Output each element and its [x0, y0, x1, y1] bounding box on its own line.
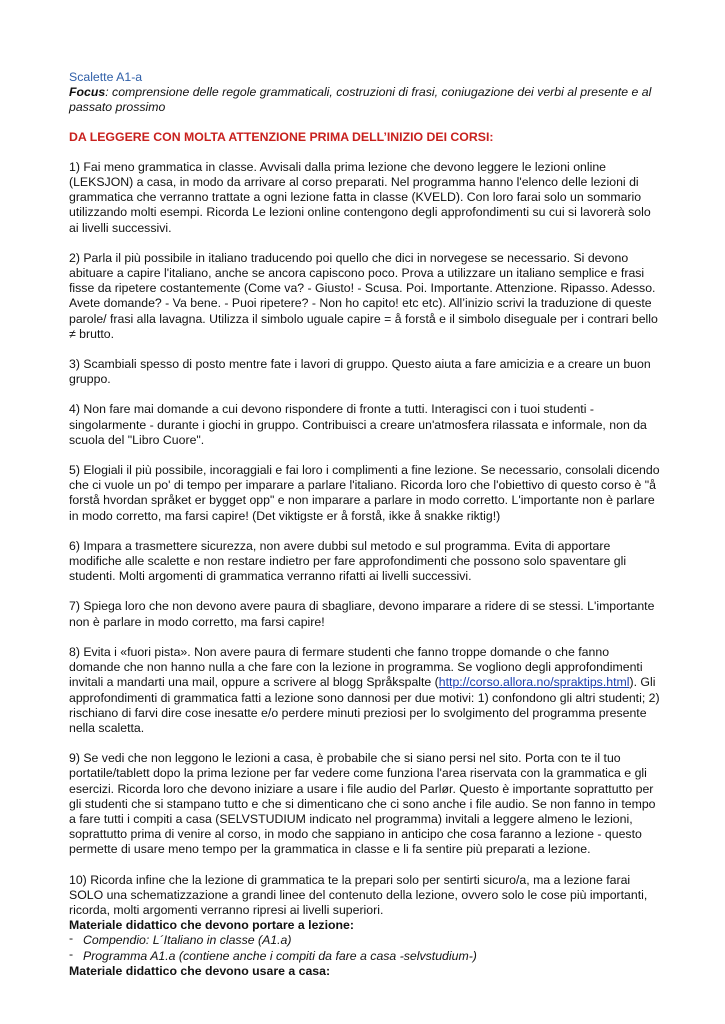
document-title: Scalette A1-a	[69, 70, 143, 84]
paragraph-7: 7) Spiega loro che non devono avere paura di sbagliare, devono imparare a ridere di se stessi. L'importante non è parlare in modo corretto, ma farsi capire!	[69, 599, 655, 629]
list-item-text: Programma A1.a (contiene anche i compiti da fare a casa -selvstudium-)	[83, 948, 477, 963]
materials-lesson-list	[69, 933, 661, 963]
focus-line	[69, 85, 661, 115]
paragraph-5: 5) Elogiali il più possibile, incoraggiali e fai loro i complimenti a fine lezione. Se necessario, consolali dicendo che ci vuole un po' di tempo per imparare a parlare l'italiano. Ricorda loro che l'obiettivo di questo corso è "å forstå hvordan språket er bygget opp" e non imparare a parlare in modo corretto. L'importante non è parlare in modo corretto, ma farsi capire! (Det viktigste er å forstå, ikke å snakke riktig!)	[69, 463, 660, 523]
paragraph-3: 3) Scambiali spesso di posto mentre fate i lavori di gruppo. Questo aiuta a fare amicizia e a creare un buon gruppo.	[69, 357, 651, 387]
paragraph-9: 9) Se vedi che non leggono le lezioni a casa, è probabile che si siano persi nel sito. Porta con te il tuo portatile/tablett dopo la prima lezione per far vedere come funziona l'area riservata con la grammatica e gli esercizi. Ricorda loro che devono iniziare a usare i file audio del Parlør. Questo è importante soprattutto per gli studenti che si stampano tutto e che si dimenticano che ci sono anche i file audio. Se non fanno in tempo a fare tutti i compiti a casa (SELVSTUDIUM indicato nel programma) invitali a leggere almeno le lezioni, soprattutto prima di venire al corso, in modo che sappiano in anticipo che cosa faranno a lezione - questo permette di usare meno tempo per la grammatica in classe e li fa sentire più preparati a lezione.	[69, 751, 656, 857]
list-item	[69, 933, 661, 948]
focus-text: : comprensione delle regole grammaticali, costruzioni di frasi, coniugazione dei verbi al presente e al passato prossimo	[69, 85, 652, 115]
materials-home-heading: Materiale didattico che devono usare a casa:	[69, 963, 331, 978]
paragraph-2: 2) Parla il più possibile in italiano traducendo poi quello che dici in norvegese se necessario. Si devono abituare a capire l'italiano, anche se ancora capiscono poco. Prova a utilizzare un italiano semplice e frasi fisse da ripetere costantemente (Come va? - Giusto! - Scusa. Poi. Importante. Attenzione. Ripasso. Adesso. Avete domande? - Va bene. - Puoi ripetere? - Non ho capito! etc etc). All’inizio scrivi la traduzione di queste parole/ frasi alla lavagna. Utilizza il simbolo uguale capire = å forstå e il simbolo diseguale per i contrari bello ≠ brutto.	[69, 250, 658, 341]
paragraph-10: 10) Ricorda infine che la lezione di grammatica te la prepari solo per sentirti sicuro/a, ma a lezione farai SOLO una schematizzazione a grandi linee del contenuto della lezione, ovvero solo le cose più importanti, ricorda, molti argomenti verranno ripresi ai livelli superiori.	[69, 872, 648, 917]
list-item	[69, 946, 661, 964]
list-dash: -	[69, 946, 74, 961]
materials-lesson-heading: Materiale didattico che devono portare a lezione:	[69, 918, 354, 933]
focus-label: Focus	[69, 85, 106, 100]
spraktips-link[interactable]: http://corso.allora.no/spraktips.html	[438, 675, 630, 690]
paragraph-4: 4) Non fare mai domande a cui devono rispondere di fronte a tutti. Interagisci con i tuoi studenti - singolarmente - durante i giochi in gruppo. Contribuisci a creare un'atmosfera rilassata e informale, non da scuola del "Libro Cuore".	[69, 402, 647, 447]
paragraph-1: 1) Fai meno grammatica in classe. Avvisali dalla prima lezione che devono leggere le lezioni online (LEKSJON) a casa, in modo da arrivare al corso preparati. Nel programma hanno l'elenco delle lezioni di grammatica che verranno trattate a ogni lezione fatta in classe (KVELD). Con loro farai solo un sommario utilizzando molti esempi. Ricorda Le lezioni online contengono degli approfondimenti su cui si lavorerà solo ai livelli successivi.	[69, 159, 651, 235]
paragraph-8-text-after: ). Gli approfondimenti di grammatica fatti a lezione sono dannosi per due motivi: 1) confondono gli altri studenti; 2) rischiano di farvi dire cose inesatte e/o perdere minuti preziosi per lo svolgimento del programma presente nella scaletta.	[69, 675, 660, 735]
list-item-text: Compendio: L´Italiano in classe (A1.a)	[83, 933, 292, 948]
document-page	[69, 70, 661, 979]
paragraph-6: 6) Impara a trasmettere sicurezza, non avere dubbi sul metodo e sul programma. Evita di apportare modifiche alle scalette e non restare indietro per fare approfondimenti che possono solo spaventare gli studenti. Molti argomenti di grammatica verranno rifatti ai livelli successivi.	[69, 538, 627, 584]
paragraph-8	[69, 645, 661, 736]
list-dash: -	[69, 931, 74, 946]
paragraph-8-text-before: 8) Evita i «fuori pista». Non avere paura di fermare studenti che fanno troppe domande o che fanno domande che non hanno nulla a che fare con la lezione in programma. Se vogliono degli approfondimenti invitali a mandarti una mail, oppure a scrivere al blogg Språkspalte (	[69, 644, 643, 690]
warning-heading: DA LEGGERE CON MOLTA ATTENZIONE PRIMA DELL’INIZIO DEI CORSI:	[69, 129, 494, 144]
